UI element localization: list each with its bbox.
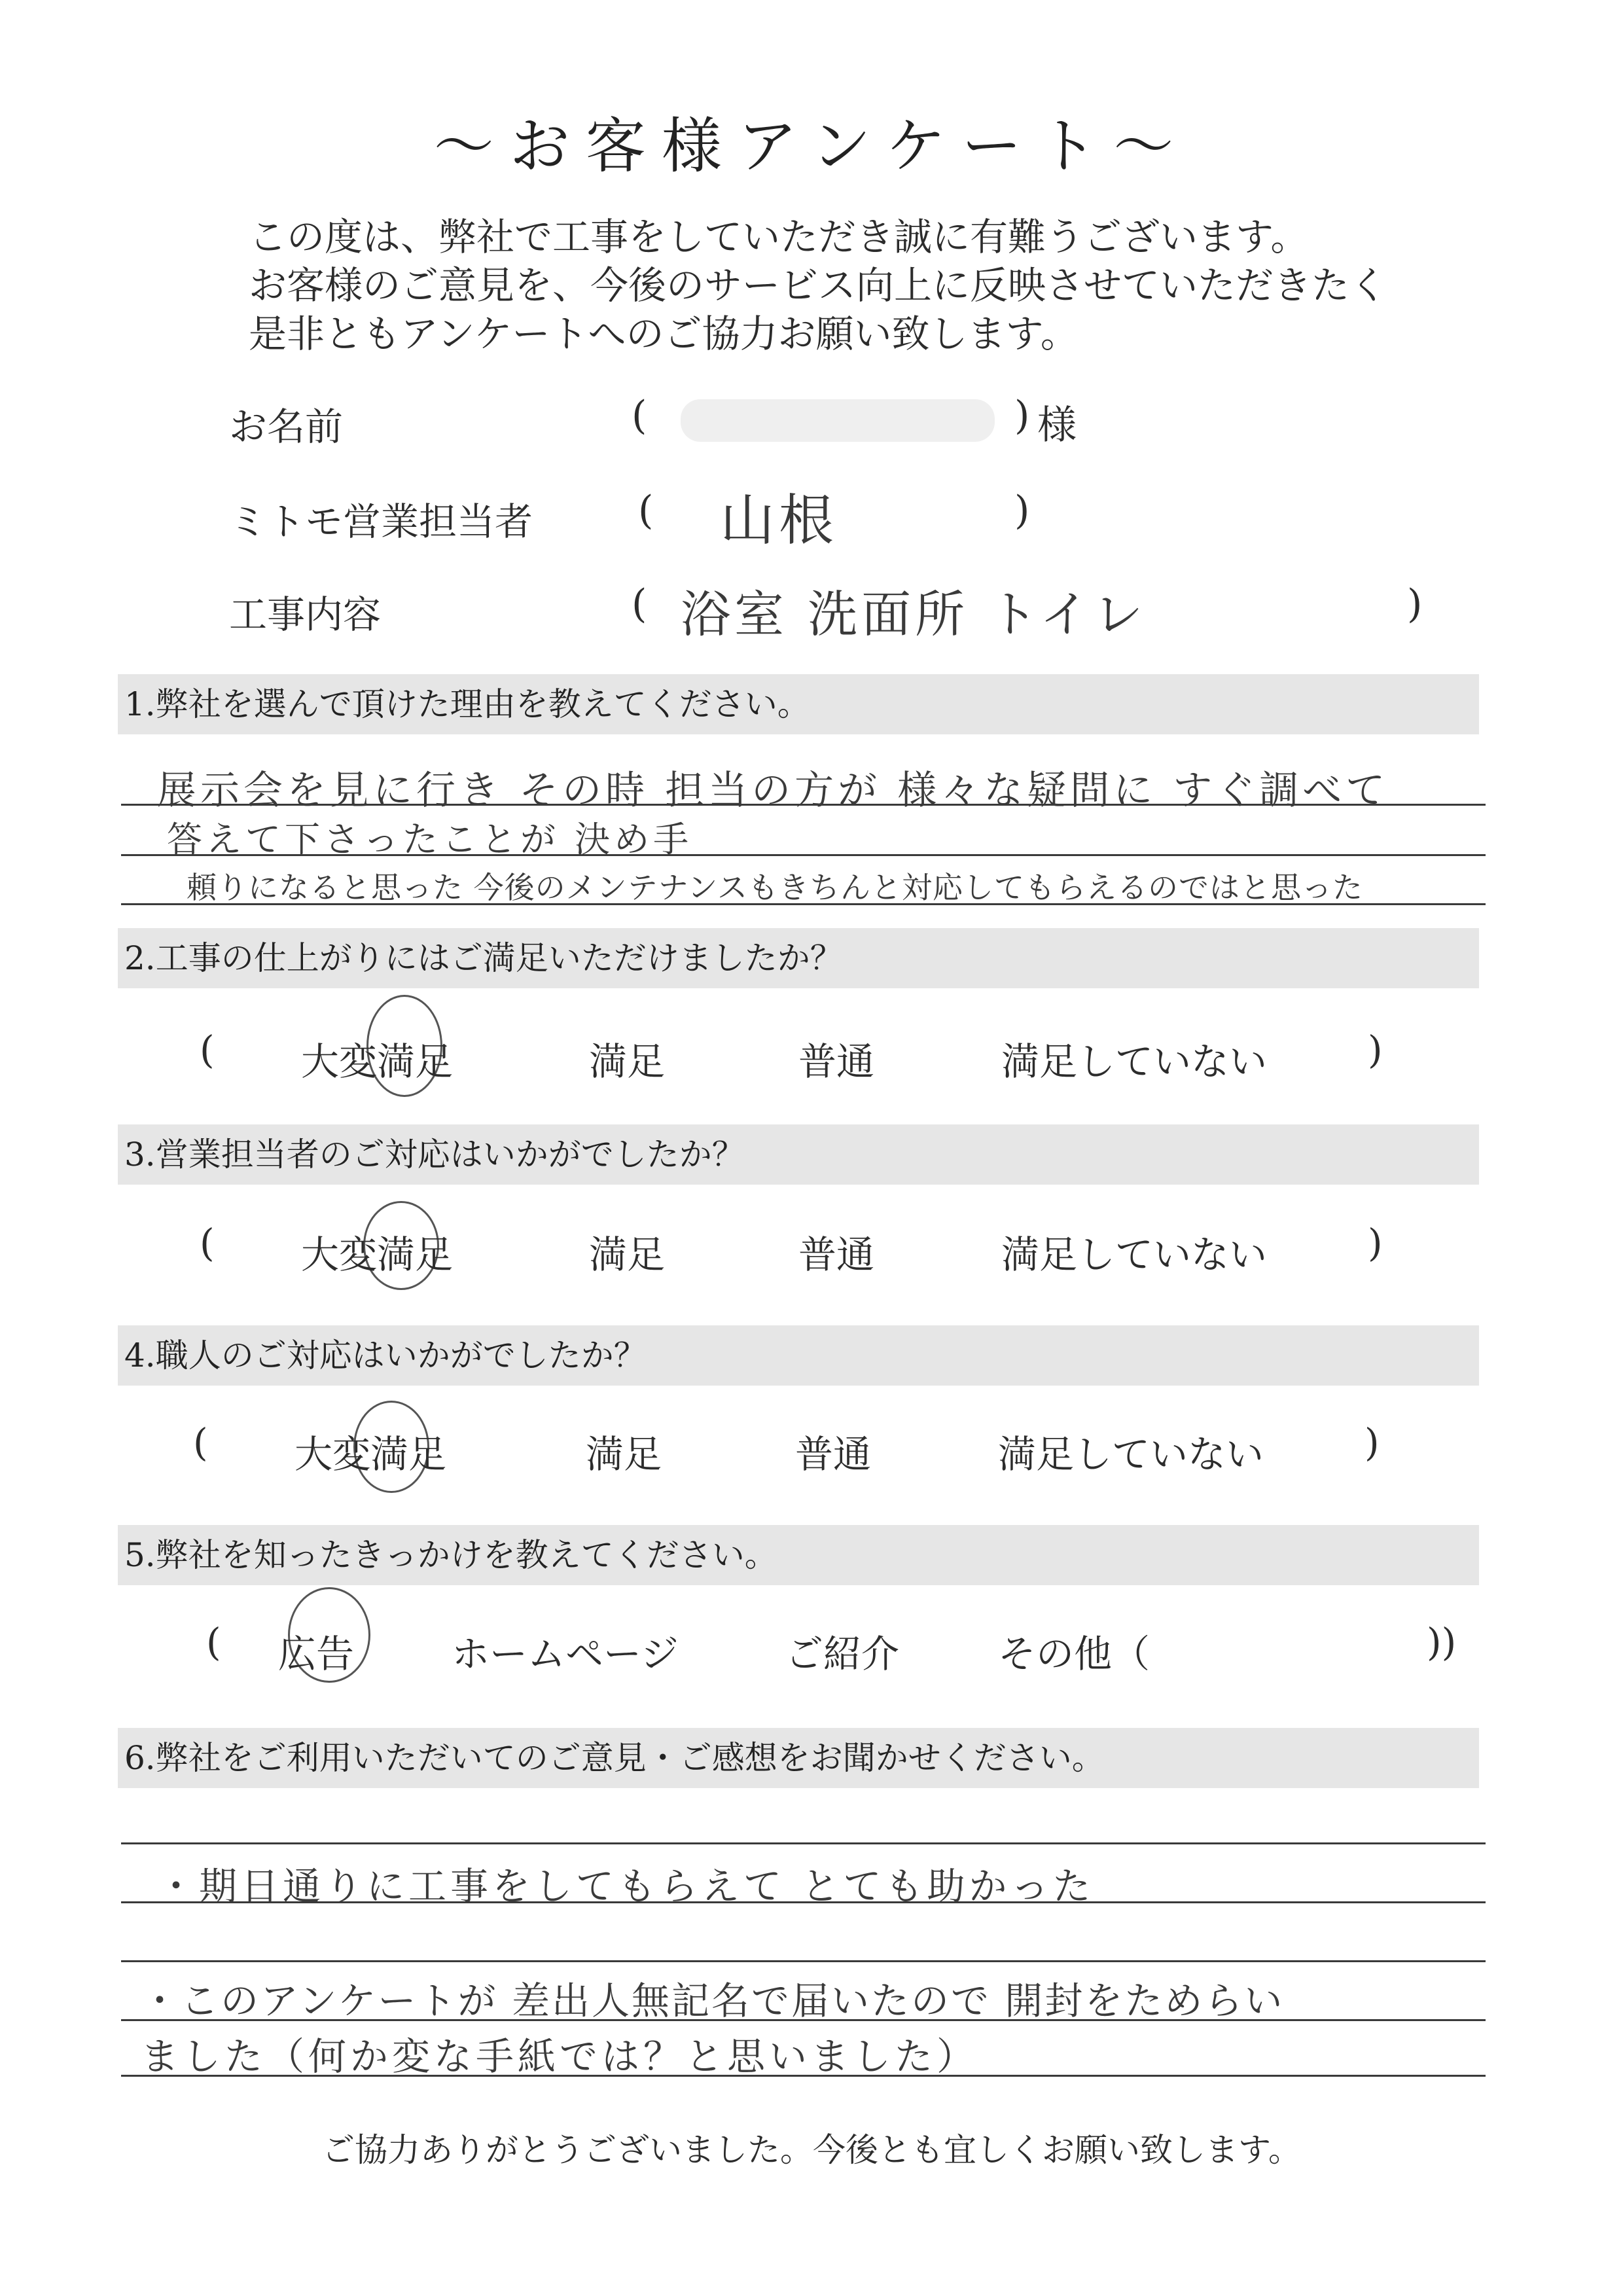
q2-option-unsatisfied: 満足していない — [1001, 1039, 1268, 1084]
q3-question: 3.営業担当者のご対応はいかがでしたか？ — [124, 1136, 745, 1174]
sales-paren-close: ) — [1014, 488, 1030, 533]
q2-question: 2.工事の仕上がりにはご満足いただけましたか？ — [124, 939, 843, 977]
q4-option-neutral: 普通 — [795, 1432, 872, 1477]
intro-line-3: 是非ともアンケートへのご協力お願い致します。 — [249, 312, 1079, 356]
q6-answer-line-2: ・このアンケートが 差出人無記名で届いたので 開封をためらい — [141, 1979, 1285, 2023]
q3-option-neutral: 普通 — [798, 1232, 875, 1277]
footer-thanks: ご協力ありがとうございました。今後とも宜しくお願い致します。 — [322, 2131, 1301, 2169]
q4-option-unsatisfied: 満足していない — [998, 1432, 1264, 1477]
q5-question: 5.弊社を知ったきっかけを教えてください。 — [124, 1536, 777, 1574]
q4-paren-open: ( — [193, 1420, 208, 1465]
name-paren-open: ( — [632, 393, 647, 439]
work-paren-close: ) — [1407, 581, 1423, 627]
q5-option-referral: ご紹介 — [785, 1632, 900, 1676]
q5-paren-close: )) — [1427, 1620, 1457, 1664]
intro-line-1: この度は、弊社で工事をしていただき誠に有難うございます。 — [249, 215, 1309, 259]
q1-question: 1.弊社を選んで頂けた理由を教えてください。 — [124, 685, 810, 723]
q2-option-neutral: 普通 — [798, 1039, 875, 1084]
q3-paren-close: ) — [1368, 1221, 1383, 1265]
sales-rep-value: 山根 — [720, 488, 838, 552]
q6-answer-line — [121, 1842, 1486, 1844]
work-paren-open: ( — [632, 581, 647, 627]
name-suffix: 様 — [1037, 403, 1077, 448]
q3-paren-open: ( — [200, 1221, 215, 1265]
q4-paren-close: ) — [1364, 1420, 1380, 1465]
q1-answer-line-1: 展示会を見に行き その時 担当の方が 様々な疑問に すぐ調べて — [157, 768, 1389, 814]
q2-paren-open: ( — [200, 1028, 215, 1072]
name-label: お名前 — [229, 404, 344, 449]
sales-rep-label: ミトモ営業担当者 — [229, 499, 533, 544]
redacted-name — [681, 399, 995, 442]
q6-answer-line — [121, 1960, 1486, 1962]
q4-option-very-satisfied: 大変満足 — [294, 1432, 447, 1477]
q1-answer-line-3: 頼りになると思った 今後のメンテナンスもきちんと対応してもらえるのではと思った — [187, 870, 1363, 905]
q4-question: 4.職人のご対応はいかがでしたか？ — [124, 1336, 647, 1374]
q6-question: 6.弊社をご利用いただいてのご意見・ご感想をお聞かせください。 — [124, 1739, 1105, 1777]
q3-option-unsatisfied: 満足していない — [1001, 1232, 1268, 1277]
q2-paren-close: ) — [1368, 1028, 1383, 1072]
intro-line-2: お客様のご意見を、今後のサービス向上に反映させていただきたく — [249, 263, 1388, 308]
sales-paren-open: ( — [638, 488, 654, 533]
q6-answer-line-1: ・期日通りに工事をしてもらえて とても助かった — [157, 1864, 1095, 1909]
q4-option-satisfied: 満足 — [586, 1432, 662, 1477]
q1-answer-line-2: 答えて下さったことが 決め手 — [167, 819, 693, 860]
survey-title: 〜お客様アンケート〜 — [433, 111, 1190, 181]
q5-option-homepage: ホームページ — [452, 1632, 679, 1676]
name-paren-close: ) — [1014, 393, 1030, 439]
q5-option-other: その他（ — [998, 1632, 1150, 1676]
q3-option-very-satisfied: 大変満足 — [301, 1232, 454, 1277]
work-content-label: 工事内容 — [229, 592, 382, 637]
q2-option-satisfied: 満足 — [589, 1039, 666, 1084]
q5-paren-open: ( — [206, 1620, 221, 1664]
q3-option-satisfied: 満足 — [589, 1232, 666, 1277]
q2-option-very-satisfied: 大変満足 — [301, 1039, 454, 1084]
q5-option-advertisement: 広告 — [278, 1632, 355, 1676]
work-content-value: 浴室 洗面所 トイレ — [681, 585, 1147, 643]
q6-answer-line-3: ました（何か変な手紙では？と思いました） — [141, 2034, 979, 2079]
